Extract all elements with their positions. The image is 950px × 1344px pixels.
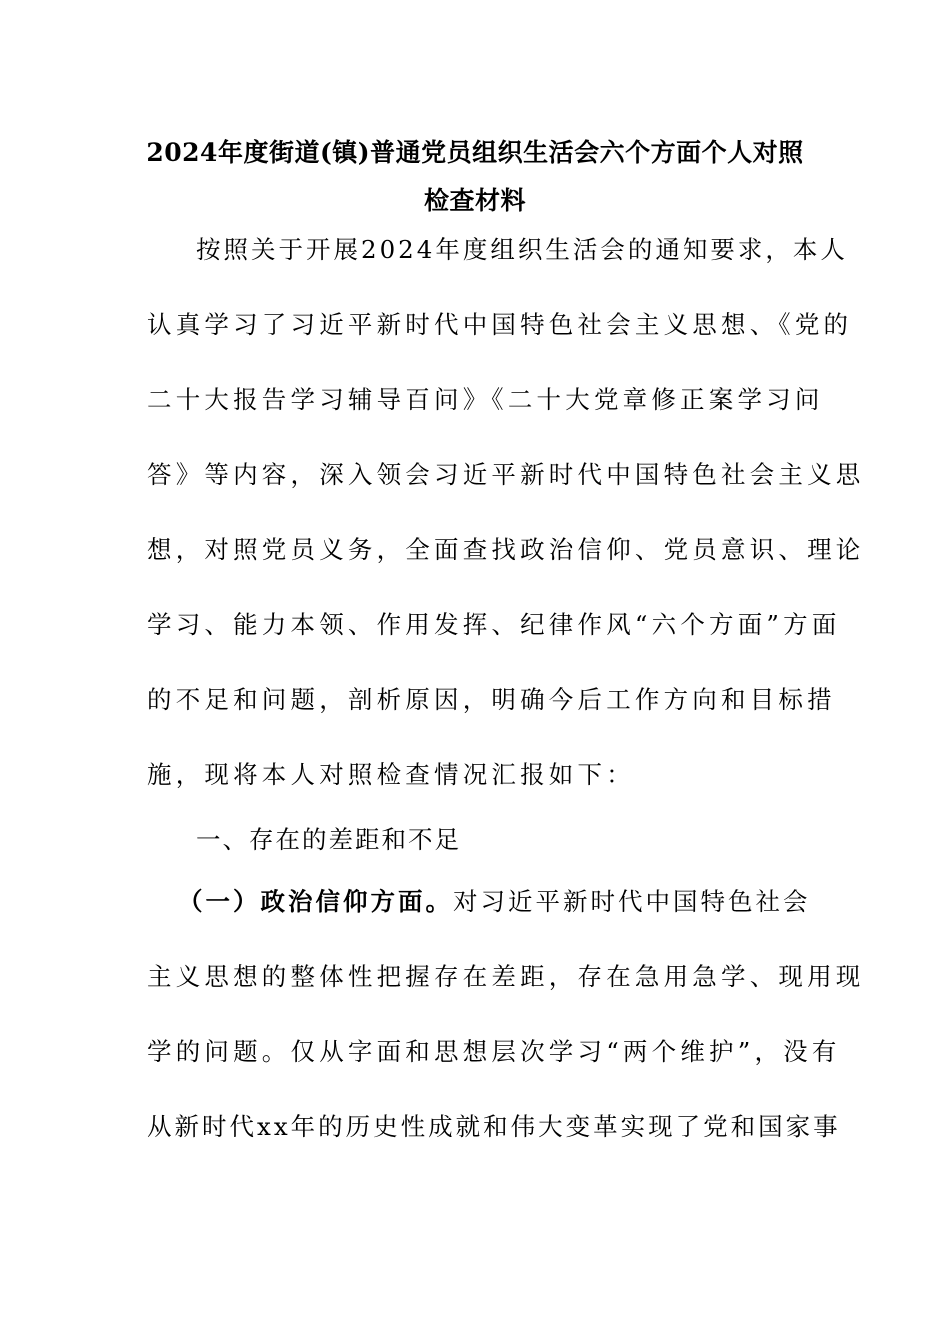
intro-paragraph-line: 的不足和问题，剖析原因，明确今后工作方向和目标措 — [147, 685, 836, 714]
section-heading: 一、存在的差距和不足 — [196, 825, 461, 854]
intro-paragraph-line: 学习、能力本领、作用发挥、纪律作风“六个方面”方面 — [147, 610, 841, 639]
subsection-first-line — [178, 887, 811, 917]
intro-paragraph-line: 按照关于开展2024年度组织生活会的通知要求，本人 — [196, 235, 848, 264]
document-title-line-2: 检查材料 — [423, 186, 526, 215]
document-title-line-1: 2024年度街道(镇)普通党员组织生活会六个方面个人对照 — [146, 138, 804, 167]
subsection-paragraph-line: 学的问题。仅从字面和思想层次学习“两个维护”，没有 — [147, 1037, 841, 1066]
subsection-label: （一）政治信仰方面。 — [178, 887, 453, 916]
intro-paragraph-line: 答》等内容，深入领会习近平新时代中国特色社会主义思 — [147, 460, 865, 489]
intro-paragraph-line: 二十大报告学习辅导百问》《二十大党章修正案学习问 — [147, 385, 824, 414]
subsection-paragraph-line: 从新时代xx年的历史性成就和伟大变革实现了党和国家事 — [147, 1112, 841, 1141]
subsection-paragraph-line: 主义思想的整体性把握存在差距，存在急用急学、现用现 — [147, 962, 865, 991]
intro-paragraph-line: 施，现将本人对照检查情况汇报如下： — [147, 760, 635, 789]
intro-paragraph-line: 想，对照党员义务，全面查找政治信仰、党员意识、理论 — [147, 535, 865, 564]
intro-paragraph-line: 认真学习了习近平新时代中国特色社会主义思想、《党的 — [147, 310, 853, 339]
subsection-first-line-text: 对习近平新时代中国特色社会 — [453, 887, 811, 916]
